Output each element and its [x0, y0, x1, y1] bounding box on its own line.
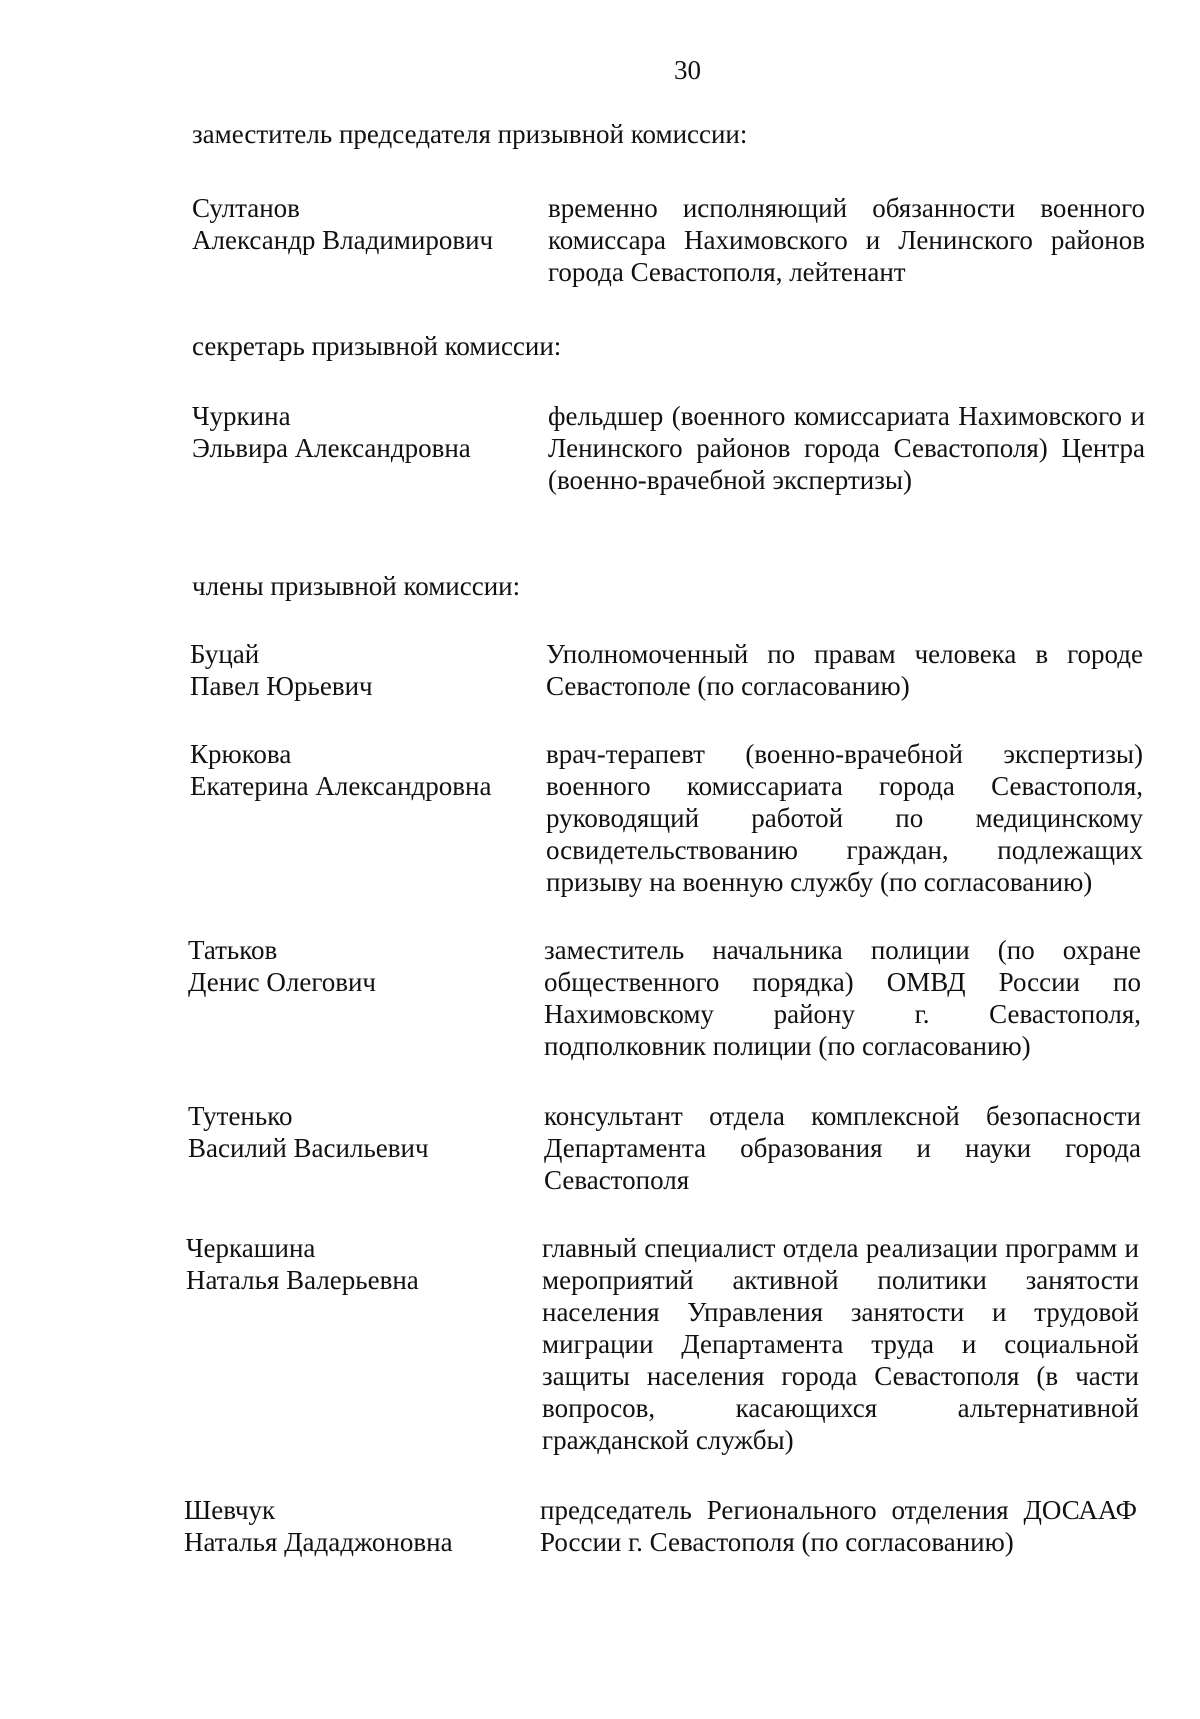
member-row	[190, 738, 491, 802]
member-surname: Шевчук	[184, 1495, 276, 1525]
member-role: председатель Регионального отделения ДОСААФ России г. Севастополя (по согласованию)	[540, 1495, 1137, 1557]
member-given-names: Денис Олегович	[188, 967, 376, 997]
member-name	[188, 934, 376, 998]
member-row	[192, 400, 471, 464]
member-role: заместитель начальника полиции (по охране общественного порядка) ОМВД России по Нахимовскому району г. Севастополя, подполковник полиции (по согласованию)	[544, 935, 1141, 1061]
member-row	[192, 192, 493, 256]
member-row	[188, 934, 376, 998]
page-number: 30	[674, 55, 701, 85]
member-given-names: Александр Владимирович	[192, 225, 494, 255]
member-name	[184, 1494, 453, 1558]
member-role: фельдшер (военного комиссариата Нахимовского и Ленинского районов города Севастополя) Центра (военно-врачебной экспертизы)	[548, 401, 1145, 495]
member-surname: Чуркина	[192, 401, 291, 431]
member-surname: Тутенько	[188, 1101, 293, 1131]
member-given-names: Василий Васильевич	[188, 1133, 429, 1163]
section-label-deputy-chair: заместитель председателя призывной комиссии:	[192, 119, 748, 149]
member-name	[186, 1232, 419, 1296]
member-role: главный специалист отдела реализации программ и мероприятий активной политики занятости населения Управления занятости и трудовой миграции Департамента труда и социальной защиты населения города Севастополя (в части вопросов, касающихся альтернативной гражданской службы)	[542, 1233, 1139, 1455]
member-role: врач-терапевт (военно-врачебной экспертизы) военного комиссариата города Севастополя, руководящий работой по медицинскому освидетельствованию граждан, подлежащих призыву на военную службу (по согласованию)	[546, 739, 1143, 897]
member-name	[190, 638, 373, 702]
member-name	[192, 400, 471, 464]
member-role: консультант отдела комплексной безопасности Департамента образования и науки города Севастополя	[544, 1101, 1141, 1195]
member-given-names: Эльвира Александровна	[192, 433, 471, 463]
member-given-names: Наталья Валерьевна	[186, 1265, 419, 1295]
member-given-names: Наталья Дададжоновна	[184, 1527, 453, 1557]
member-name	[188, 1100, 429, 1164]
member-surname: Черкашина	[186, 1233, 316, 1263]
section-label-members: члены призывной комиссии:	[192, 571, 521, 601]
member-surname: Буцай	[190, 639, 260, 669]
member-row	[186, 1232, 419, 1296]
member-row	[190, 638, 373, 702]
member-row	[184, 1494, 453, 1558]
member-role: временно исполняющий обязанности военного комиссара Нахимовского и Ленинского районов города Севастополя, лейтенант	[548, 193, 1145, 287]
member-name	[190, 738, 491, 802]
member-name	[192, 192, 493, 256]
member-given-names: Павел Юрьевич	[190, 671, 373, 701]
member-row	[188, 1100, 429, 1164]
member-surname: Султанов	[192, 193, 300, 223]
member-surname: Татьков	[188, 935, 278, 965]
member-surname: Крюкова	[190, 739, 292, 769]
member-given-names: Екатерина Александровна	[190, 771, 492, 801]
section-label-secretary: секретарь призывной комиссии:	[192, 331, 562, 361]
member-role: Уполномоченный по правам человека в городе Севастополе (по согласованию)	[546, 639, 1143, 701]
